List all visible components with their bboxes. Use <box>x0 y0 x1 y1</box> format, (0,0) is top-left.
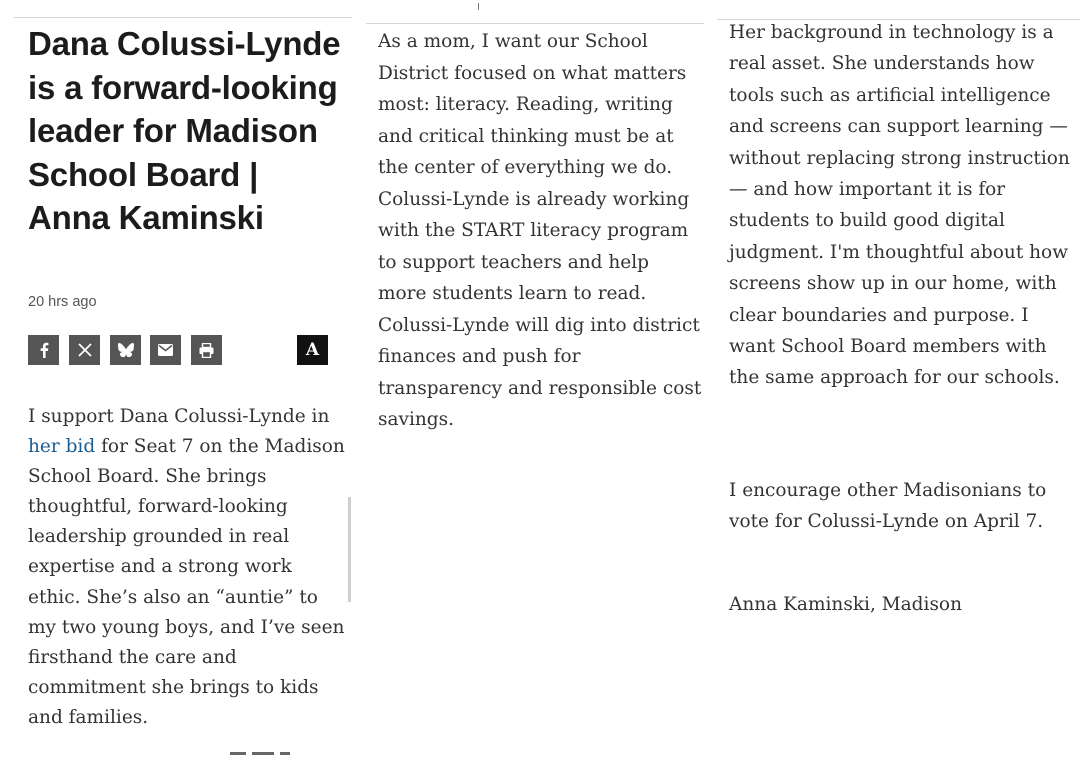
print-icon <box>199 343 214 358</box>
divider <box>366 23 704 24</box>
article-headline: Dana Colussi-Lynde is a forward-looking leader for Madison School Board | Anna Kaminski <box>28 25 341 236</box>
print-button[interactable] <box>191 335 222 365</box>
article-body-paragraph <box>28 402 346 733</box>
screenshot-panel-1 <box>0 0 352 775</box>
email-icon <box>158 344 173 356</box>
article-signature <box>729 589 1079 620</box>
share-bar <box>28 335 328 365</box>
cutoff-text-fragment <box>230 752 290 756</box>
paragraph-text: I support Dana Colussi-Lynde in <box>28 406 330 427</box>
screenshot-panel-2 <box>366 0 704 775</box>
bluesky-share-button[interactable] <box>110 335 141 365</box>
email-share-button[interactable] <box>150 335 181 365</box>
paragraph-text: I encourage other Madisonians to vote for Colussi-Lynde on April 7. <box>729 480 1047 533</box>
x-icon <box>78 343 92 357</box>
bluesky-icon <box>118 343 134 357</box>
article-body-paragraph <box>729 475 1079 538</box>
article-timestamp: 20 hrs ago <box>28 294 97 310</box>
her-bid-link[interactable]: her bid <box>28 436 96 458</box>
screenshot-panel-3 <box>717 0 1080 775</box>
divider <box>14 17 352 18</box>
article-body-paragraph: As a mom, I want our School District focused on what matters most: literacy. Reading, writing and critical thinking must be at the center of everything we do. Colussi-Lynde is already working with the START literacy program to support teachers and help more students learn to read. Colussi-Lynde will dig into district finances and push for transparency and responsible cost savings. <box>378 31 702 430</box>
facebook-share-button[interactable] <box>28 335 59 365</box>
signature-text: Anna Kaminski, Madison <box>729 594 962 615</box>
paragraph-text: Her background in technology is a real asset. She understands how tools such as artificial intelligence and screens can support learning — without replacing strong instruction — and how important it is for students to build good digital judgment. I'm thoughtful about how screens show up in our home, with clear boundaries and purpose. I want School Board members with the same approach for our schools. <box>729 22 1070 389</box>
article-body-paragraph <box>729 17 1079 394</box>
scrollbar[interactable] <box>348 497 351 602</box>
x-share-button[interactable] <box>69 335 100 365</box>
cutoff-mark <box>478 3 479 10</box>
facebook-icon <box>37 342 51 358</box>
paragraph-text: for Seat 7 on the Madison School Board. She brings thoughtful, forward-looking leadership grounded in real expertise and a strong work ethic. She’s also an “auntie” to my two young boys, and I’ve seen firsthand the care and commitment she brings to kids and families. <box>28 436 345 728</box>
font-size-button[interactable]: A <box>297 335 328 365</box>
